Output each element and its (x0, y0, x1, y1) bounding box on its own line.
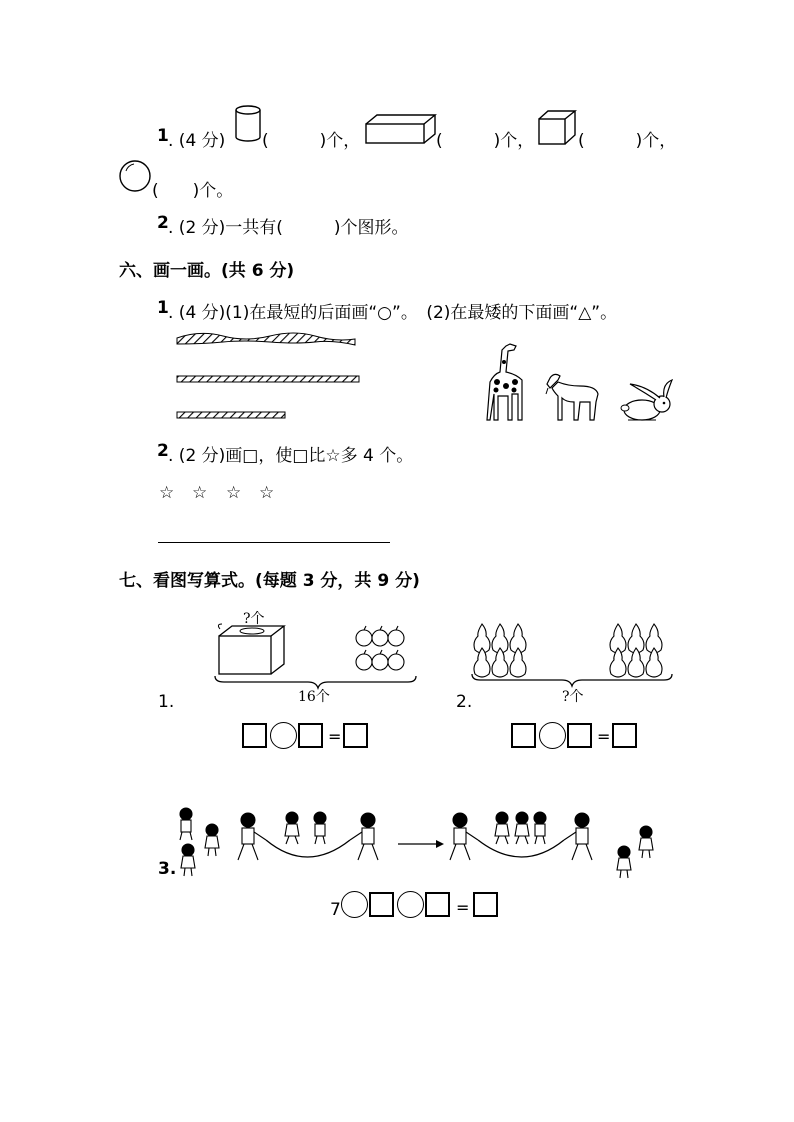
p2-answer-box-1[interactable] (511, 723, 536, 748)
p3-answer-box-2[interactable] (425, 892, 450, 917)
cuboid-icon (365, 114, 437, 146)
p1-question-label: ?个 (243, 611, 265, 627)
wavy-rope (177, 333, 355, 345)
p1-operator-circle[interactable] (270, 722, 297, 749)
short-rope (177, 412, 285, 418)
s6-q1-text: . (4 分)(1)在最短的后面画“○”。 (2)在最矮的下面画“△”。 (168, 303, 618, 323)
section6-title: 六、画一画。(共 6 分) (119, 261, 295, 281)
ropes-figure (175, 328, 360, 424)
giraffe-icon (484, 342, 530, 422)
p2-answer-box-3[interactable] (612, 723, 637, 748)
apples-icon (356, 626, 404, 670)
p3-operator-circle-1[interactable] (341, 891, 368, 918)
q1-number: 1 (157, 126, 169, 146)
q2-text: . (2 分)一共有( )个图形。 (168, 218, 409, 238)
long-rope (177, 376, 359, 382)
pears-figure (470, 622, 676, 688)
q2-number: 2 (157, 213, 169, 233)
q1-score: . (4 分) (168, 131, 226, 151)
q1-blank-cylinder[interactable]: ( )个， (262, 131, 361, 151)
p2-answer-box-2[interactable] (567, 723, 592, 748)
q1-blank-cube[interactable]: ( )个， (578, 131, 677, 151)
sphere-icon (118, 159, 154, 193)
p2-operator-circle[interactable] (539, 722, 566, 749)
p1-label: 1. (158, 692, 175, 712)
jump-rope-children-figure (172, 804, 672, 880)
star: ☆ (226, 483, 242, 503)
p3-operator-circle-2[interactable] (397, 891, 424, 918)
star: ☆ (192, 483, 208, 503)
answer-line[interactable] (158, 542, 390, 543)
p1-answer-box-2[interactable] (298, 723, 323, 748)
p1-total-label: 16个 (298, 689, 330, 705)
section7-title: 七、看图写算式。(每题 3 分，共 9 分) (119, 571, 420, 591)
p3-answer-box-3[interactable] (473, 892, 498, 917)
star: ☆ (259, 483, 275, 503)
q1-blank-cuboid[interactable]: ( )个， (436, 131, 535, 151)
p3-answer-box-1[interactable] (369, 892, 394, 917)
p2-question-label: ?个 (562, 689, 584, 705)
s6-q2-number: 2 (157, 441, 169, 461)
p2-label: 2. (456, 692, 473, 712)
s6-q2-text: . (2 分)画□，使□比☆多 4 个。 (168, 446, 414, 466)
p2-equals: = (597, 727, 611, 746)
p3-equals: = (456, 898, 470, 917)
s6-q1-number: 1 (157, 298, 169, 318)
star: ☆ (159, 483, 175, 503)
rabbit-icon (616, 378, 676, 424)
cube-icon (538, 110, 578, 146)
goat-icon (544, 372, 602, 424)
cylinder-icon (234, 104, 262, 144)
box-with-apples-figure (212, 624, 422, 688)
p1-answer-box-1[interactable] (242, 723, 267, 748)
q1-blank-sphere[interactable]: ( )个。 (152, 181, 234, 201)
p1-equals: = (328, 727, 342, 746)
p3-start-number: 7 (330, 900, 341, 920)
p3-label: 3. (158, 859, 177, 879)
p1-answer-box-3[interactable] (343, 723, 368, 748)
